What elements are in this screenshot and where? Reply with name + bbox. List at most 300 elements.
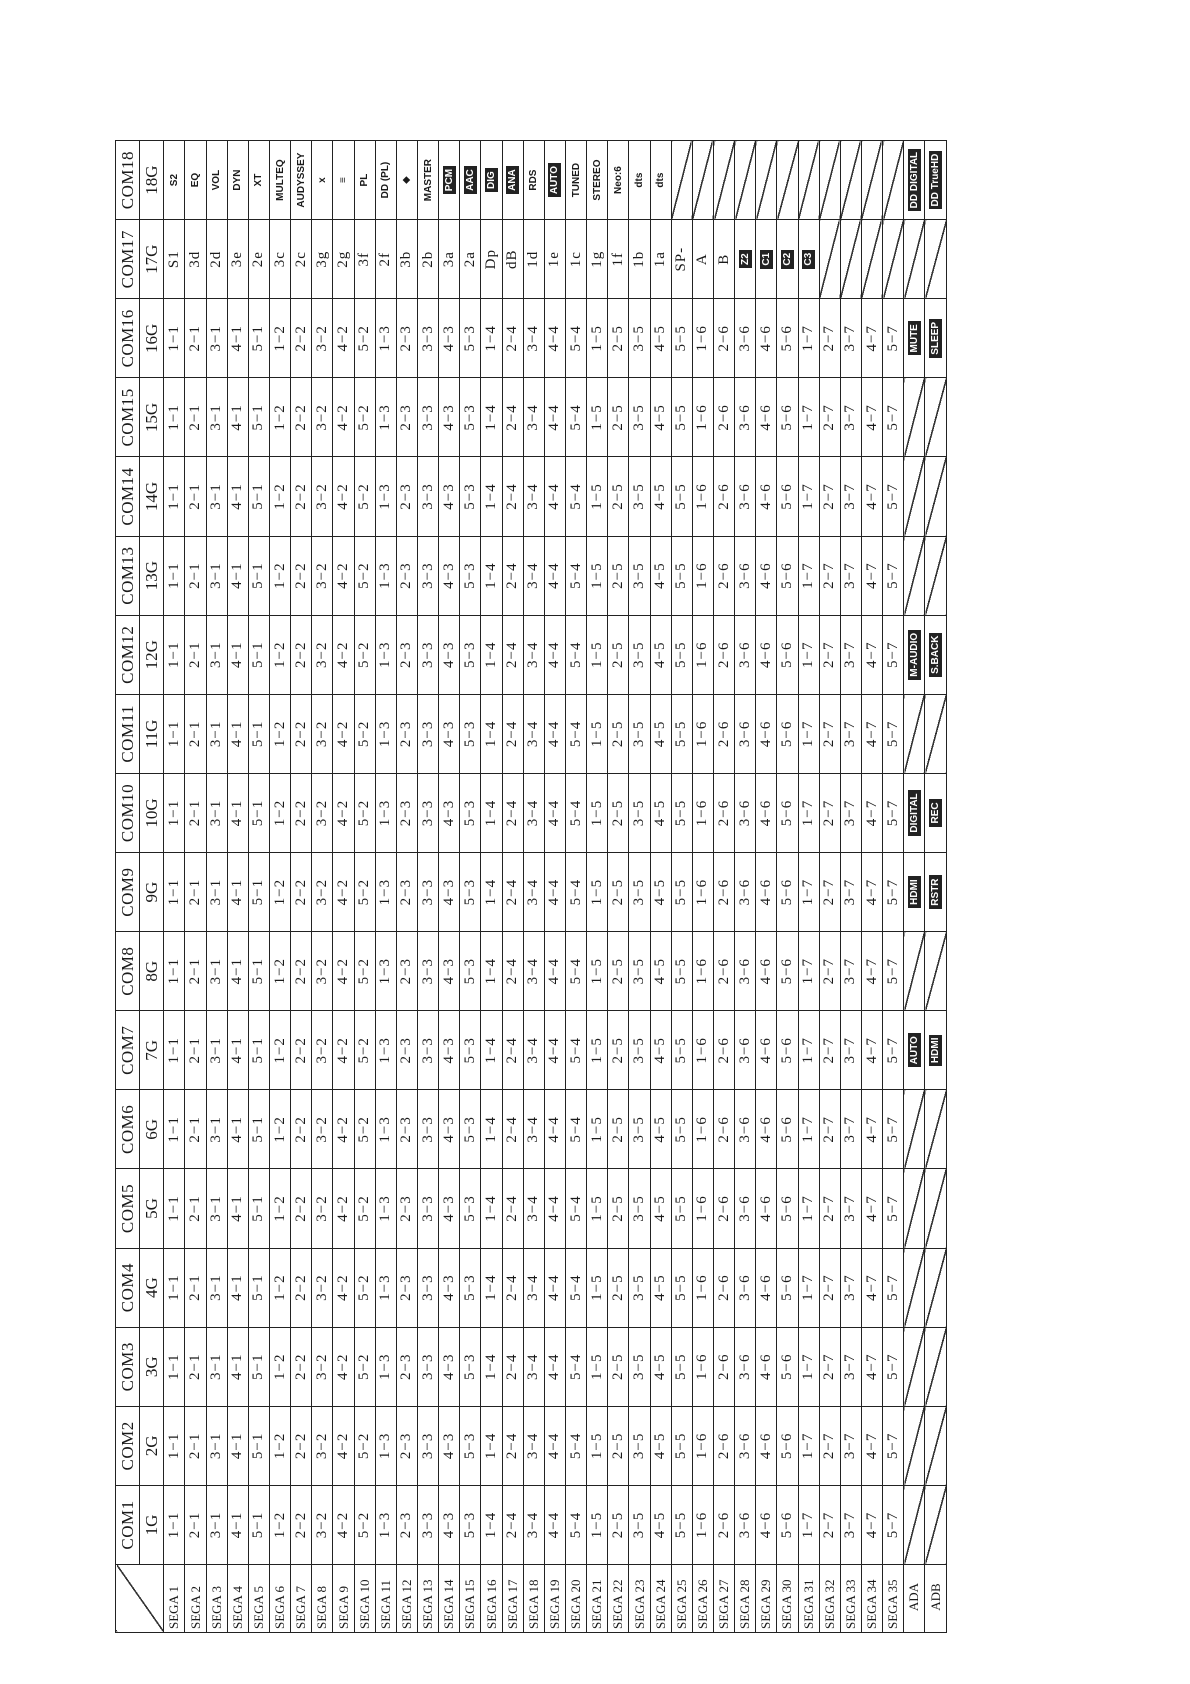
- row-label: SEGA 22: [608, 1565, 629, 1633]
- segment-cell: 4−7: [861, 1248, 882, 1327]
- segment-cell: 3−7: [840, 378, 861, 457]
- segment-cell: 3−5: [629, 615, 650, 694]
- row-label: SEGA 33: [840, 1565, 861, 1633]
- segment-cell: 5−4: [566, 853, 587, 932]
- com18-cell: DD (PL): [375, 141, 396, 220]
- segment-cell: 4−7: [861, 1011, 882, 1090]
- segment-cell: 1−7: [798, 1327, 819, 1406]
- segment-cell: 5−7: [883, 1406, 904, 1485]
- segment-cell: 2−6: [714, 615, 735, 694]
- segment-cell: 1−7: [798, 694, 819, 773]
- segment-cell: 1−4: [481, 1011, 502, 1090]
- segment-cell: 2−6: [714, 536, 735, 615]
- segment-cell: 5−4: [566, 378, 587, 457]
- segment-cell: 1−3: [375, 773, 396, 852]
- segment-cell: 2−1: [185, 1406, 206, 1485]
- row-label: SEGA 13: [418, 1565, 439, 1633]
- segment-cell: 4−6: [756, 1011, 777, 1090]
- empty-cell: [904, 1169, 925, 1248]
- segment-cell: 5−7: [883, 536, 904, 615]
- segment-cell: 4−5: [650, 299, 671, 378]
- row-label: SEGA 8: [312, 1565, 333, 1633]
- segment-cell: 3−7: [840, 299, 861, 378]
- segment-cell: 1−5: [587, 932, 608, 1011]
- segment-cell: 5−3: [460, 615, 481, 694]
- segment-cell: 5−4: [566, 536, 587, 615]
- grid-header: 10G: [140, 773, 164, 852]
- segment-cell: 5−5: [671, 378, 692, 457]
- segment-cell: 2−1: [185, 1090, 206, 1169]
- segment-cell: 5−6: [777, 1485, 798, 1564]
- empty-cell: [904, 536, 925, 615]
- segment-cell: 5−1: [248, 457, 269, 536]
- segment-cell: 1−3: [375, 853, 396, 932]
- grid-header: 6G: [140, 1090, 164, 1169]
- segment-cell: 1−1: [164, 932, 185, 1011]
- row-label: SEGA 10: [354, 1565, 375, 1633]
- com18-cell: [819, 141, 840, 220]
- segment-cell: 4−4: [544, 1485, 565, 1564]
- segment-cell: 2−5: [608, 1169, 629, 1248]
- segment-cell: 5−1: [248, 1011, 269, 1090]
- segment-cell: 2−3: [396, 1485, 417, 1564]
- segment-cell: 2−7: [819, 1090, 840, 1169]
- segment-cell: 3−6: [735, 694, 756, 773]
- row-label: SEGA 7: [291, 1565, 312, 1633]
- segment-cell: 5−2: [354, 536, 375, 615]
- com18-cell: RDS: [523, 141, 544, 220]
- segment-cell: 3−5: [629, 773, 650, 852]
- segment-cell: 4−6: [756, 378, 777, 457]
- segment-cell: 3−7: [840, 853, 861, 932]
- segment-cell: 1−3: [375, 378, 396, 457]
- segment-cell: 5−5: [671, 773, 692, 852]
- ad-cell: [925, 141, 947, 220]
- segment-cell: 2−3: [396, 1406, 417, 1485]
- segment-cell: 2−4: [502, 1248, 523, 1327]
- segment-cell: 3−6: [735, 457, 756, 536]
- row-label: SEGA 3: [206, 1565, 227, 1633]
- empty-cell: [925, 378, 947, 457]
- segment-cell: 3−2: [312, 1248, 333, 1327]
- segment-cell: 2−6: [714, 853, 735, 932]
- ad-symbol: S.BACK: [929, 633, 942, 677]
- segment-cell: 5−2: [354, 457, 375, 536]
- segment-cell: 5−6: [777, 773, 798, 852]
- segment-cell: 4−6: [756, 1406, 777, 1485]
- ad-cell: [925, 853, 947, 932]
- empty-cell: [904, 932, 925, 1011]
- com-header: COM11: [116, 694, 140, 773]
- segment-cell: 2−1: [185, 1011, 206, 1090]
- segment-cell: 3−5: [629, 1169, 650, 1248]
- row-label: SEGA 12: [396, 1565, 417, 1633]
- segment-cell: 4−1: [227, 1485, 248, 1564]
- segment-cell: 1−2: [270, 1327, 291, 1406]
- segment-cell: 5−6: [777, 1011, 798, 1090]
- segment-cell: 5−4: [566, 932, 587, 1011]
- segment-cell: 5−6: [777, 536, 798, 615]
- segment-cell: 3−5: [629, 1327, 650, 1406]
- segment-cell: 2−6: [714, 1011, 735, 1090]
- segment-cell: 3−1: [206, 1090, 227, 1169]
- segment-cell: 4−3: [439, 1090, 460, 1169]
- grid-header: 5G: [140, 1169, 164, 1248]
- segment-cell: 3−1: [206, 299, 227, 378]
- segment-cell: 3−4: [523, 1090, 544, 1169]
- segment-cell: 1−1: [164, 1011, 185, 1090]
- segment-cell: 4−5: [650, 932, 671, 1011]
- segment-cell: 2−3: [396, 615, 417, 694]
- row-label: SEGA 4: [227, 1565, 248, 1633]
- segment-cell: 3−1: [206, 1485, 227, 1564]
- segment-cell: 5−3: [460, 694, 481, 773]
- segment-cell: 4−3: [439, 1406, 460, 1485]
- segment-cell: 4−4: [544, 1011, 565, 1090]
- segment-cell: 1−3: [375, 1011, 396, 1090]
- com17-cell: [840, 220, 861, 299]
- segment-cell: 2−3: [396, 1248, 417, 1327]
- segment-cell: 1−3: [375, 1327, 396, 1406]
- segment-cell: 1−7: [798, 378, 819, 457]
- segment-cell: 3−2: [312, 932, 333, 1011]
- ad-symbol: SLEEP: [929, 319, 942, 358]
- com18-cell: [714, 141, 735, 220]
- segment-cell: 5−5: [671, 932, 692, 1011]
- segment-cell: 4−1: [227, 457, 248, 536]
- segment-cell: 3−7: [840, 536, 861, 615]
- segment-cell: 2−6: [714, 1406, 735, 1485]
- segment-cell: 2−5: [608, 378, 629, 457]
- segment-cell: 1−6: [692, 1011, 713, 1090]
- segment-cell: 2−5: [608, 1485, 629, 1564]
- segment-cell: 4−5: [650, 853, 671, 932]
- com17-cell: 2e: [248, 220, 269, 299]
- segment-cell: 5−4: [566, 1169, 587, 1248]
- empty-cell: [925, 1169, 947, 1248]
- segment-cell: 2−1: [185, 457, 206, 536]
- empty-cell: [904, 1406, 925, 1485]
- segment-cell: 4−6: [756, 536, 777, 615]
- segment-cell: 2−2: [291, 1327, 312, 1406]
- segment-cell: 4−2: [333, 1406, 354, 1485]
- com18-cell: S2: [164, 141, 185, 220]
- segment-cell: 1−6: [692, 1090, 713, 1169]
- ad-symbol: DD DIGITAL: [908, 149, 921, 211]
- segment-cell: 3−4: [523, 694, 544, 773]
- segment-cell: 4−5: [650, 457, 671, 536]
- com17-cell: 2b: [418, 220, 439, 299]
- segment-cell: 5−6: [777, 615, 798, 694]
- com-header: COM3: [116, 1327, 140, 1406]
- segment-cell: 1−3: [375, 694, 396, 773]
- segment-cell: 1−7: [798, 457, 819, 536]
- segment-cell: 1−6: [692, 1485, 713, 1564]
- segment-cell: 5−4: [566, 1485, 587, 1564]
- segment-cell: 2−2: [291, 1406, 312, 1485]
- segment-cell: 4−2: [333, 1090, 354, 1169]
- segment-cell: 3−7: [840, 1485, 861, 1564]
- segment-cell: 5−1: [248, 299, 269, 378]
- segment-cell: 5−3: [460, 1090, 481, 1169]
- segment-cell: 3−6: [735, 299, 756, 378]
- segment-cell: 3−1: [206, 457, 227, 536]
- segment-cell: 5−5: [671, 853, 692, 932]
- com18-cell: Neo:6: [608, 141, 629, 220]
- segment-cell: 4−7: [861, 1485, 882, 1564]
- segment-cell: 5−7: [883, 1169, 904, 1248]
- segment-cell: 2−2: [291, 615, 312, 694]
- segment-cell: 5−7: [883, 932, 904, 1011]
- segment-cell: 1−2: [270, 773, 291, 852]
- empty-cell: [925, 1327, 947, 1406]
- segment-cell: 2−2: [291, 1248, 312, 1327]
- segment-cell: 5−2: [354, 1406, 375, 1485]
- segment-cell: 4−3: [439, 853, 460, 932]
- empty-cell: [925, 1248, 947, 1327]
- com18-cell: [544, 141, 565, 220]
- com18-cell: TUNED: [566, 141, 587, 220]
- segment-cell: 1−4: [481, 299, 502, 378]
- segment-cell: 5−4: [566, 1327, 587, 1406]
- segment-cell: 4−3: [439, 773, 460, 852]
- segment-cell: 1−2: [270, 536, 291, 615]
- segment-cell: 1−5: [587, 853, 608, 932]
- com17-cell: [735, 220, 756, 299]
- segment-cell: 4−7: [861, 853, 882, 932]
- com18-cell: EQ: [185, 141, 206, 220]
- segment-cell: 3−5: [629, 457, 650, 536]
- segment-cell: 2−5: [608, 1011, 629, 1090]
- segment-cell: 4−5: [650, 1406, 671, 1485]
- segment-cell: 3−3: [418, 1406, 439, 1485]
- segment-cell: 2−4: [502, 378, 523, 457]
- ad-symbol: MUTE: [908, 321, 921, 355]
- segment-cell: 1−5: [587, 299, 608, 378]
- segment-cell: 4−5: [650, 378, 671, 457]
- com17-cell: [756, 220, 777, 299]
- com17-cell: 3g: [312, 220, 333, 299]
- segment-cell: 4−2: [333, 457, 354, 536]
- segment-cell: 2−5: [608, 536, 629, 615]
- segment-cell: 3−1: [206, 773, 227, 852]
- segment-cell: 4−7: [861, 1169, 882, 1248]
- row-label: SEGA 19: [544, 1565, 565, 1633]
- segment-cell: 3−7: [840, 773, 861, 852]
- segment-cell: 4−4: [544, 1169, 565, 1248]
- segment-cell: 1−3: [375, 536, 396, 615]
- com18-cell: VOL: [206, 141, 227, 220]
- segment-cell: 5−6: [777, 1327, 798, 1406]
- segment-cell: 2−6: [714, 932, 735, 1011]
- com17-cell: SP-: [671, 220, 692, 299]
- ad-symbol: DIGITAL: [908, 790, 921, 835]
- segment-cell: 3−5: [629, 1406, 650, 1485]
- segment-cell: 5−3: [460, 1169, 481, 1248]
- com17-cell: 3c: [270, 220, 291, 299]
- segment-cell: 1−6: [692, 1248, 713, 1327]
- segment-cell: 1−2: [270, 1169, 291, 1248]
- segment-cell: 3−1: [206, 932, 227, 1011]
- segment-cell: 2−4: [502, 1485, 523, 1564]
- empty-cell: [925, 536, 947, 615]
- segment-cell: 4−1: [227, 1248, 248, 1327]
- segment-cell: 2−4: [502, 853, 523, 932]
- empty-cell: [925, 1485, 947, 1564]
- row-label: SEGA 17: [502, 1565, 523, 1633]
- segment-cell: 3−1: [206, 1327, 227, 1406]
- com17-cell: 3e: [227, 220, 248, 299]
- segment-cell: 5−6: [777, 378, 798, 457]
- empty-cell: [925, 220, 947, 299]
- segment-cell: 5−3: [460, 932, 481, 1011]
- com17-symbol: Z2: [739, 250, 752, 268]
- grid-header: 12G: [140, 615, 164, 694]
- segment-cell: 2−1: [185, 853, 206, 932]
- empty-cell: [904, 378, 925, 457]
- com17-cell: 1g: [587, 220, 608, 299]
- segment-cell: 4−2: [333, 1327, 354, 1406]
- grid-header: 11G: [140, 694, 164, 773]
- segment-cell: 1−4: [481, 694, 502, 773]
- segment-cell: 3−3: [418, 1169, 439, 1248]
- com18-cell: [460, 141, 481, 220]
- segment-cell: 3−2: [312, 615, 333, 694]
- segment-cell: 4−1: [227, 299, 248, 378]
- segment-cell: 4−5: [650, 694, 671, 773]
- com18-cell: [756, 141, 777, 220]
- row-label: SEGA 11: [375, 1565, 396, 1633]
- segment-cell: 4−2: [333, 1011, 354, 1090]
- segment-cell: 3−7: [840, 1406, 861, 1485]
- segment-cell: 2−7: [819, 694, 840, 773]
- segment-cell: 2−1: [185, 1248, 206, 1327]
- segment-cell: 5−1: [248, 932, 269, 1011]
- segment-cell: 4−1: [227, 1169, 248, 1248]
- segment-cell: 5−7: [883, 1248, 904, 1327]
- segment-cell: 2−2: [291, 378, 312, 457]
- segment-cell: 3−6: [735, 932, 756, 1011]
- segment-cell: 4−2: [333, 853, 354, 932]
- segment-cell: 1−2: [270, 457, 291, 536]
- empty-cell: [925, 1090, 947, 1169]
- segment-cell: 5−3: [460, 1248, 481, 1327]
- segment-cell: 1−6: [692, 853, 713, 932]
- ad-symbol: HDMI: [908, 876, 921, 908]
- com17-cell: 1e: [544, 220, 565, 299]
- segment-cell: 5−3: [460, 457, 481, 536]
- segment-cell: 1−5: [587, 1090, 608, 1169]
- segment-cell: 3−4: [523, 615, 544, 694]
- com18-symbol: DIG: [485, 168, 498, 192]
- com18-cell: [692, 141, 713, 220]
- ad-cell: [904, 853, 925, 932]
- segment-cell: 4−7: [861, 1327, 882, 1406]
- segment-cell: 2−7: [819, 932, 840, 1011]
- grid-header: 7G: [140, 1011, 164, 1090]
- segment-cell: 5−5: [671, 1485, 692, 1564]
- segment-cell: 4−6: [756, 932, 777, 1011]
- com18-cell: MASTER: [418, 141, 439, 220]
- segment-cell: 3−2: [312, 1011, 333, 1090]
- segment-cell: 5−3: [460, 378, 481, 457]
- segment-cell: 3−6: [735, 853, 756, 932]
- row-label: SEGA 23: [629, 1565, 650, 1633]
- com18-cell: [798, 141, 819, 220]
- segment-cell: 4−7: [861, 615, 882, 694]
- segment-cell: 1−6: [692, 457, 713, 536]
- segment-cell: 2−5: [608, 773, 629, 852]
- segment-cell: 3−7: [840, 932, 861, 1011]
- segment-cell: 2−7: [819, 615, 840, 694]
- segment-cell: 4−5: [650, 1327, 671, 1406]
- segment-cell: 1−6: [692, 1406, 713, 1485]
- segment-cell: 1−3: [375, 457, 396, 536]
- row-label: SEGA 27: [714, 1565, 735, 1633]
- segment-cell: 4−3: [439, 1248, 460, 1327]
- segment-cell: 4−7: [861, 1406, 882, 1485]
- segment-cell: 4−6: [756, 1090, 777, 1169]
- segment-cell: 2−6: [714, 773, 735, 852]
- segment-cell: 2−3: [396, 932, 417, 1011]
- com17-cell: 1d: [523, 220, 544, 299]
- com18-cell: dts: [650, 141, 671, 220]
- segment-cell: 4−1: [227, 1011, 248, 1090]
- segment-cell: 3−2: [312, 299, 333, 378]
- segment-cell: 1−6: [692, 536, 713, 615]
- com18-cell: XT: [248, 141, 269, 220]
- segment-cell: 3−5: [629, 299, 650, 378]
- segment-cell: 3−3: [418, 536, 439, 615]
- segment-cell: 4−4: [544, 536, 565, 615]
- segment-cell: 1−5: [587, 773, 608, 852]
- segment-cell: 2−7: [819, 378, 840, 457]
- segment-cell: 2−1: [185, 1485, 206, 1564]
- segment-cell: 3−4: [523, 853, 544, 932]
- segment-cell: 1−2: [270, 299, 291, 378]
- row-label: ADA: [904, 1565, 925, 1633]
- ad-cell: [904, 1011, 925, 1090]
- segment-cell: 5−5: [671, 1011, 692, 1090]
- segment-cell: 2−2: [291, 853, 312, 932]
- segment-cell: 1−2: [270, 1485, 291, 1564]
- com17-cell: 3d: [185, 220, 206, 299]
- segment-cell: 2−3: [396, 1169, 417, 1248]
- segment-cell: 5−7: [883, 1011, 904, 1090]
- segment-cell: 4−2: [333, 378, 354, 457]
- ad-symbol: RSTR: [929, 875, 942, 908]
- segment-cell: 1−1: [164, 1327, 185, 1406]
- com17-cell: 3b: [396, 220, 417, 299]
- segment-cell: 1−5: [587, 615, 608, 694]
- segment-cell: 4−7: [861, 694, 882, 773]
- segment-cell: 2−6: [714, 299, 735, 378]
- com18-cell: [861, 141, 882, 220]
- ad-cell: [925, 1011, 947, 1090]
- com17-cell: 3a: [439, 220, 460, 299]
- segment-cell: 2−1: [185, 378, 206, 457]
- segment-cell: 1−5: [587, 1406, 608, 1485]
- segment-cell: 3−7: [840, 1169, 861, 1248]
- segment-cell: 2−4: [502, 615, 523, 694]
- segment-cell: 1−5: [587, 1169, 608, 1248]
- com18-cell: STEREO: [587, 141, 608, 220]
- segment-cell: 2−3: [396, 1011, 417, 1090]
- empty-cell: [904, 694, 925, 773]
- empty-cell: [904, 1248, 925, 1327]
- segment-cell: 3−7: [840, 1248, 861, 1327]
- grid-header: 16G: [140, 299, 164, 378]
